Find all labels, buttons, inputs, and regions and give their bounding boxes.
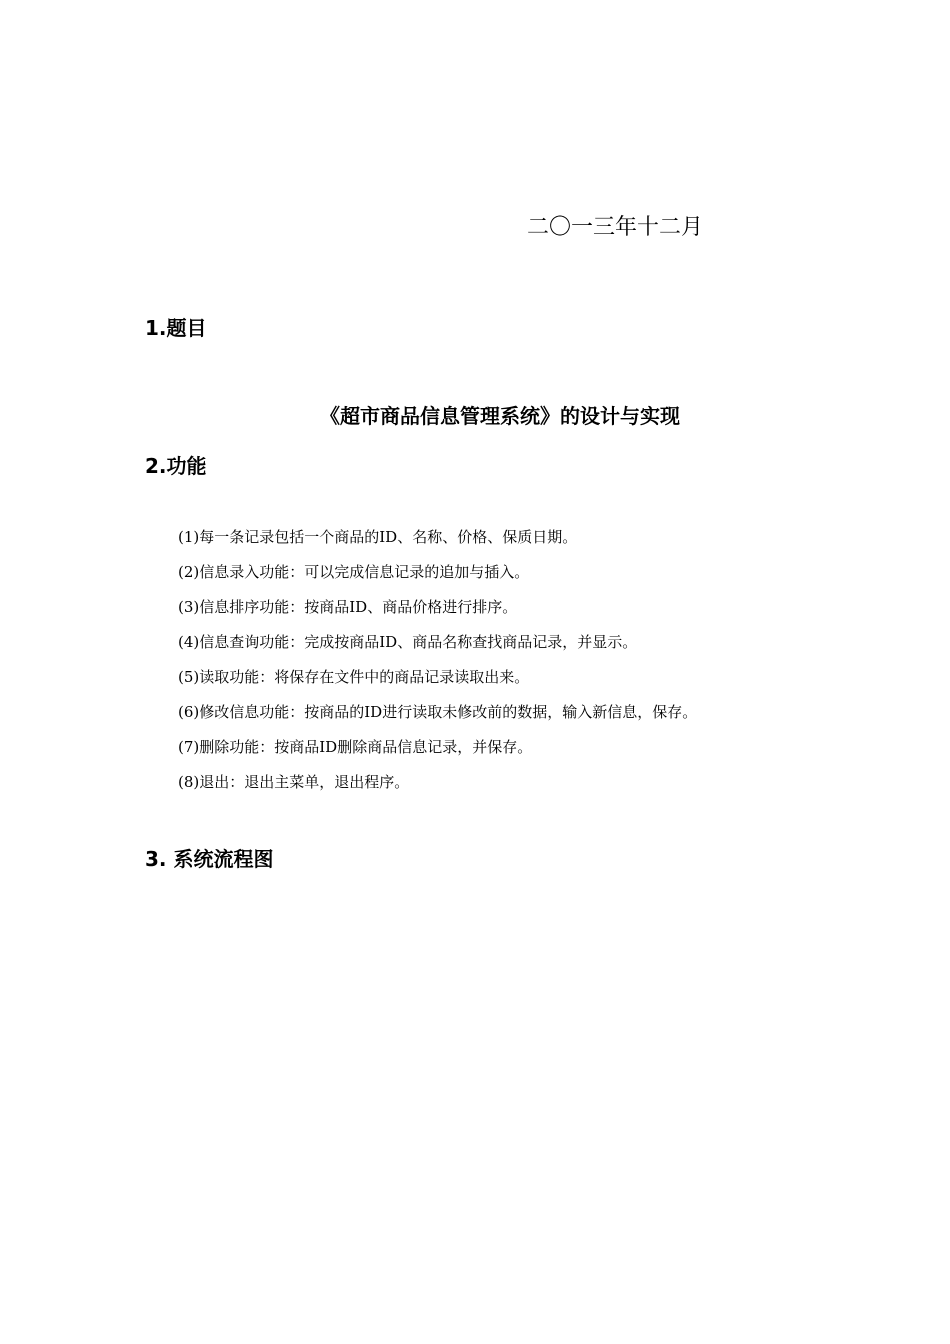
function-item: (7)删除功能：按商品ID删除商品信息记录，并保存。 — [178, 738, 533, 756]
function-list — [178, 527, 697, 807]
function-item: (6)修改信息功能：按商品的ID进行读取未修改前的数据，输入新信息，保存。 — [178, 703, 698, 721]
section-heading-topic: 1.题目 — [145, 316, 207, 340]
document-date: 二〇一三年十二月 — [527, 215, 704, 240]
function-item: (2)信息录入功能：可以完成信息记录的追加与插入。 — [178, 563, 530, 581]
function-item: (3)信息排序功能：按商品ID、商品价格进行排序。 — [178, 598, 518, 616]
section-heading-flowchart: 3. 系统流程图 — [145, 847, 274, 871]
project-title: 《超市商品信息管理系统》的设计与实现 — [320, 404, 680, 428]
function-item: (8)退出：退出主菜单，退出程序。 — [178, 773, 410, 791]
function-item: (5)读取功能：将保存在文件中的商品记录读取出来。 — [178, 668, 530, 686]
function-item: (1)每一条记录包括一个商品的ID、名称、价格、保质日期。 — [178, 528, 578, 546]
function-item: (4)信息查询功能：完成按商品ID、商品名称查找商品记录，并显示。 — [178, 633, 638, 651]
section-heading-functions: 2.功能 — [145, 454, 207, 478]
